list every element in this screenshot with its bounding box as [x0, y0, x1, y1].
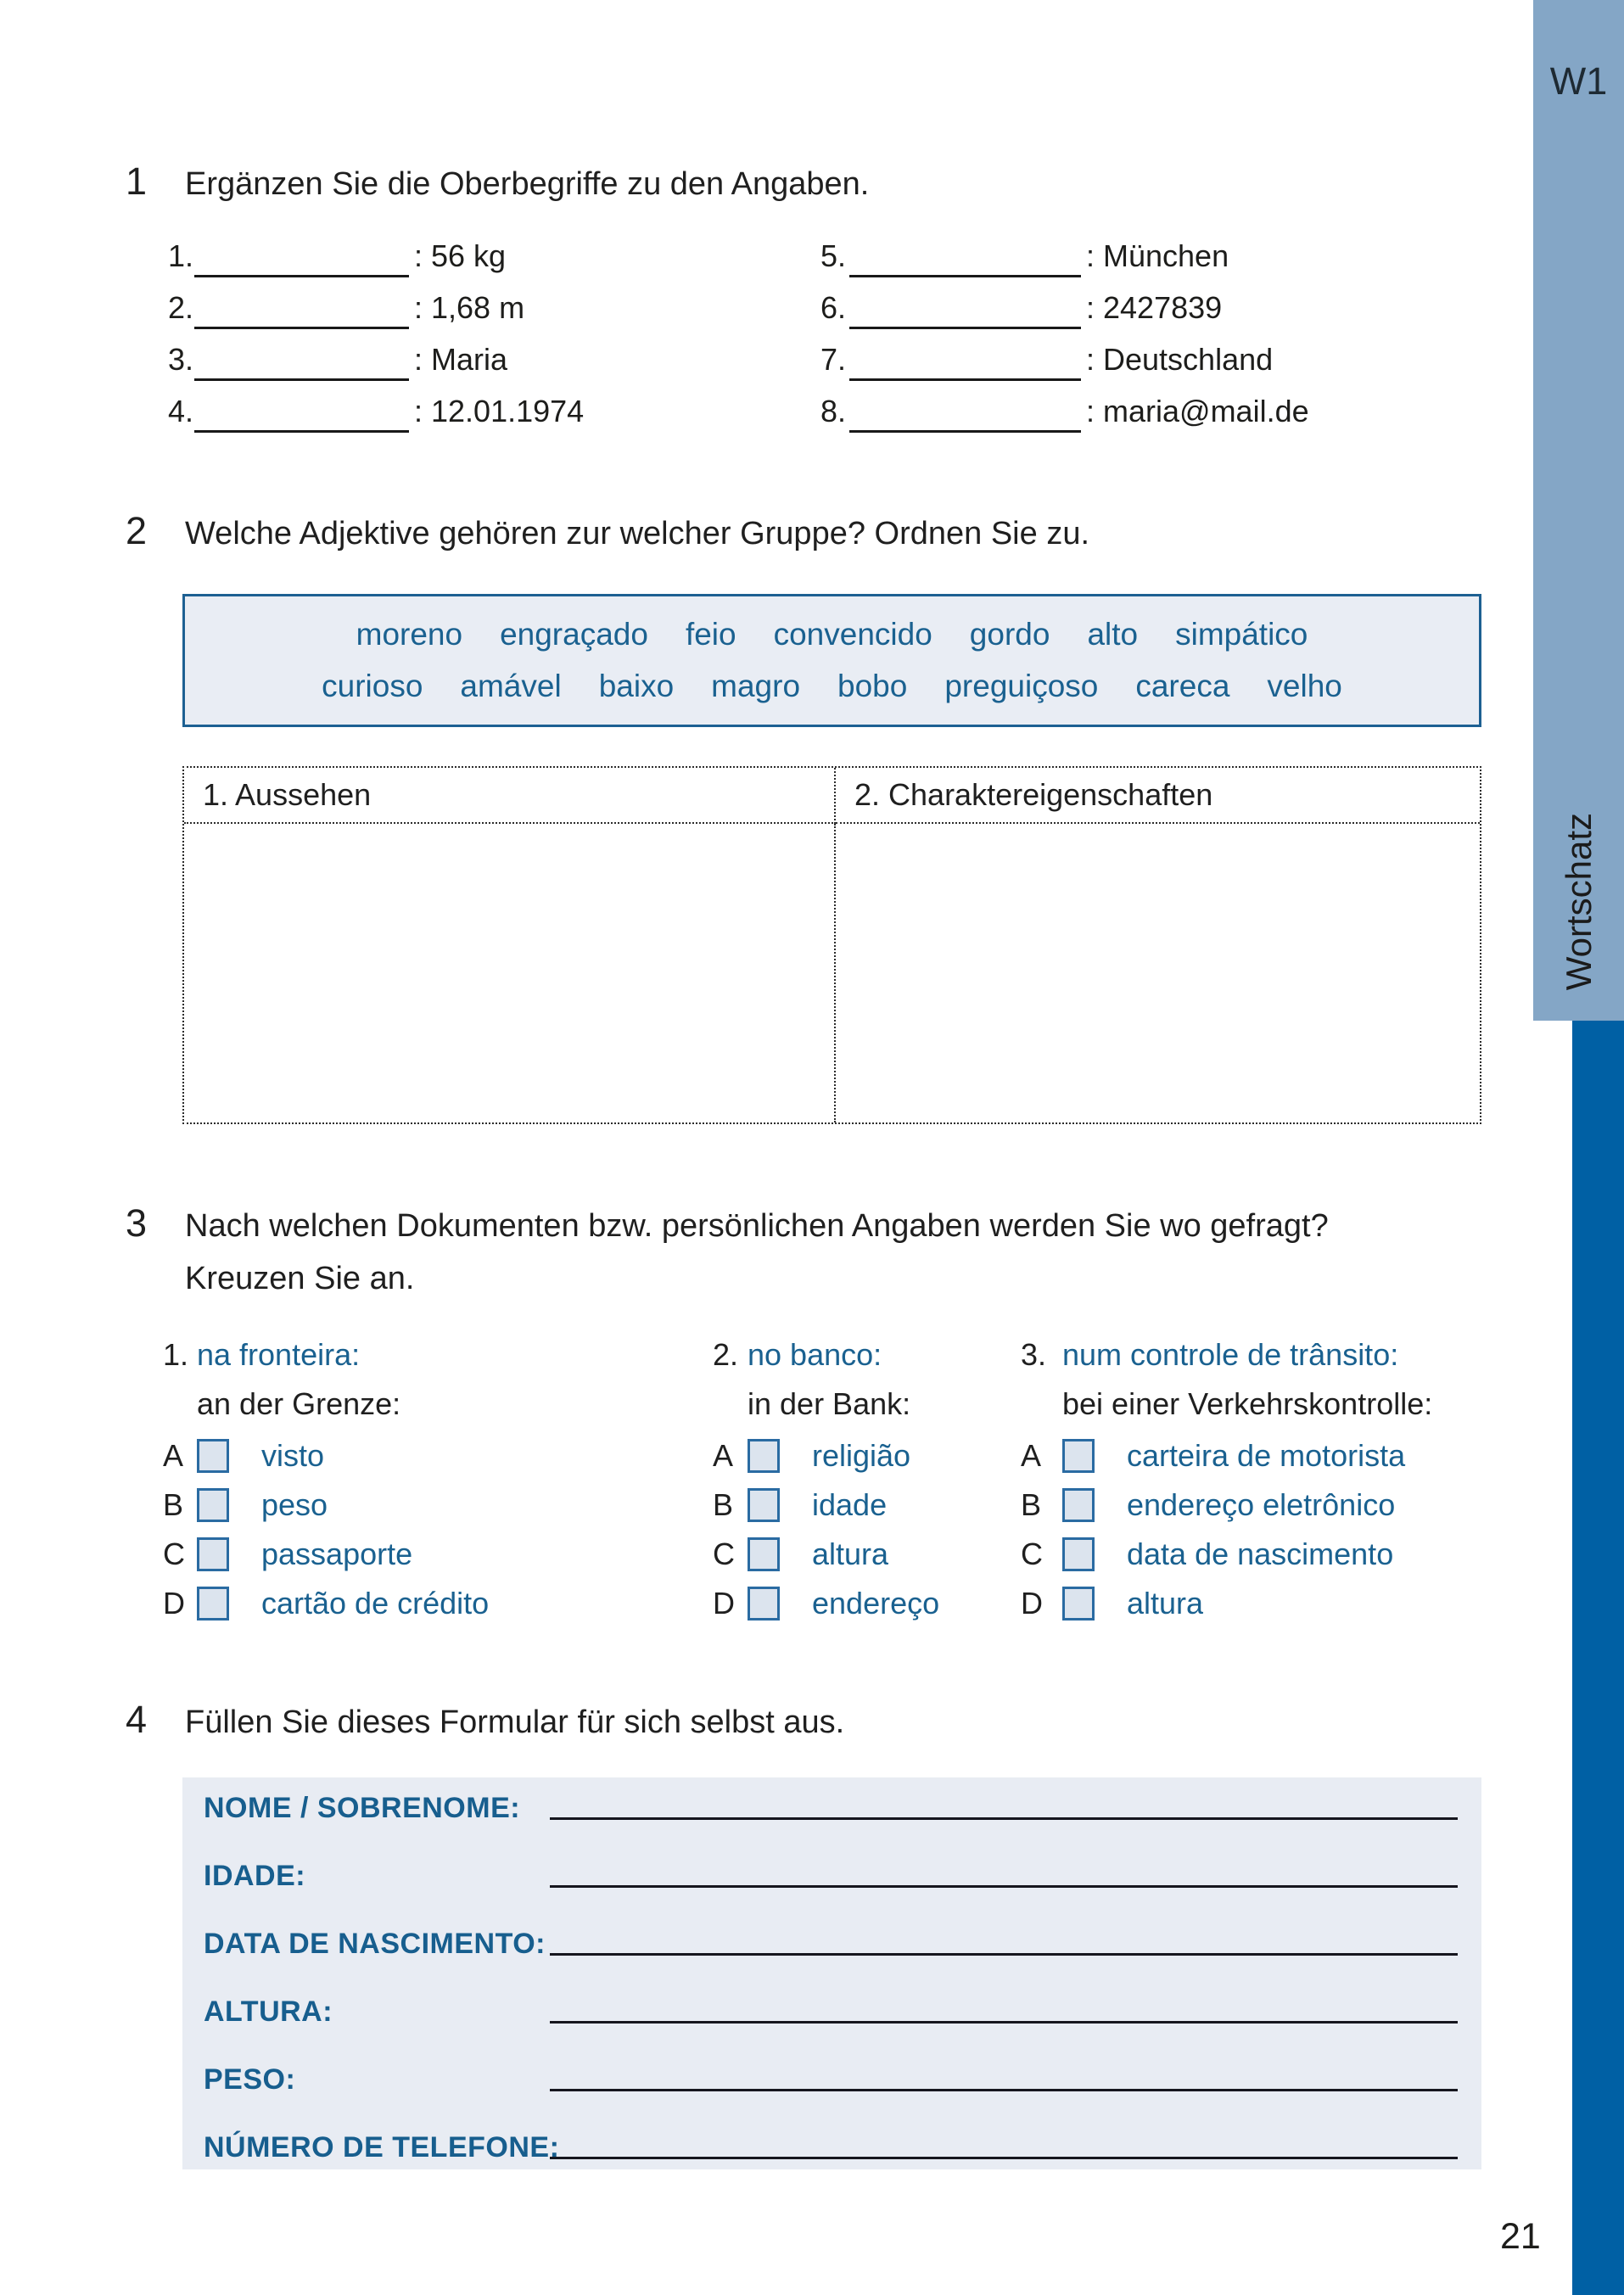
adjective-word: moreno — [356, 617, 463, 652]
form-field-label: NOME / SOBRENOME: — [204, 1792, 521, 1824]
option-list — [1021, 1431, 1432, 1628]
adjective-word: convencido — [773, 617, 932, 652]
adjective-word: baixo — [598, 669, 675, 703]
option-label: endereço — [812, 1586, 940, 1620]
group-title-pt: na fronteira: — [197, 1337, 361, 1372]
exercise1-number: 1 — [126, 160, 148, 203]
section-vertical-label: Wortschatz — [1558, 812, 1599, 990]
adjective-word: velho — [1267, 669, 1342, 703]
exercise3-number: 3 — [126, 1201, 148, 1245]
option-row — [1021, 1431, 1432, 1481]
blank-line[interactable] — [194, 230, 409, 277]
adjective-word-box — [182, 594, 1481, 727]
table-header-aussehen: 1. Aussehen — [184, 768, 836, 824]
item-number: 6. — [820, 290, 847, 325]
option-label: altura — [1127, 1586, 1204, 1620]
group-title-de: bei einer Verkehrskontrolle: — [1062, 1386, 1433, 1421]
checkbox[interactable] — [1062, 1439, 1095, 1473]
group-controle-de-transito — [1021, 1336, 1432, 1628]
exercise4-header — [126, 1699, 844, 1743]
exercise1-header — [126, 161, 869, 204]
option-row — [713, 1579, 939, 1628]
form-input-line[interactable] — [550, 1885, 1458, 1888]
adjective-word: bobo — [837, 669, 908, 703]
blank-line[interactable] — [194, 385, 409, 433]
option-label: visto — [261, 1438, 325, 1473]
group-title-de: in der Bank: — [748, 1386, 911, 1421]
checkbox[interactable] — [748, 1587, 780, 1620]
exercise2-header — [126, 511, 1089, 554]
item-number: 4. — [168, 394, 194, 428]
exercise1-items-left — [168, 226, 584, 433]
fill-in-row — [168, 381, 584, 433]
item-number: 2. — [168, 290, 194, 325]
blank-line[interactable] — [849, 385, 1081, 433]
group-title-pt: no banco: — [748, 1337, 882, 1372]
checkbox[interactable] — [748, 1439, 780, 1473]
option-row — [1021, 1481, 1432, 1530]
form-field-label: DATA DE NASCIMENTO: — [204, 1928, 546, 1960]
chapter-tab — [1533, 0, 1624, 1021]
option-row — [713, 1481, 939, 1530]
exercise3-title-line2: Kreuzen Sie an. — [185, 1261, 415, 1296]
indent-spacer — [713, 1385, 748, 1423]
option-letter: D — [1021, 1586, 1043, 1620]
form-row — [182, 2117, 1481, 2169]
exercise4-title: Füllen Sie dieses Formular für sich selbst aus. — [185, 1704, 845, 1740]
option-label: religião — [812, 1438, 911, 1473]
option-row — [163, 1530, 489, 1579]
option-row — [163, 1481, 489, 1530]
fill-in-row — [820, 226, 1309, 277]
adjective-word: alto — [1087, 617, 1139, 652]
form-row — [182, 2049, 1481, 2117]
option-letter: C — [1021, 1537, 1043, 1571]
option-row — [713, 1431, 939, 1481]
item-number: 8. — [820, 394, 847, 428]
form-row — [182, 1913, 1481, 1981]
option-label: peso — [261, 1487, 328, 1522]
item-value: : 12.01.1974 — [414, 394, 585, 428]
adjective-word: preguiçoso — [944, 669, 1099, 703]
option-letter: C — [163, 1537, 185, 1571]
blank-line[interactable] — [194, 282, 409, 329]
exercise3-groups — [0, 1336, 1578, 1625]
option-label: cartão de crédito — [261, 1586, 490, 1620]
group-subtitle-de — [1021, 1385, 1432, 1423]
form-field-label: PESO: — [204, 2063, 296, 2096]
option-row — [163, 1579, 489, 1628]
page-number: 21 — [1500, 2216, 1541, 2257]
word-box-line2 — [185, 669, 1479, 703]
fill-in-row — [168, 277, 584, 329]
option-row — [1021, 1530, 1432, 1579]
form-row — [182, 1845, 1481, 1913]
option-label: endereço eletrônico — [1127, 1487, 1396, 1522]
option-label: altura — [812, 1537, 889, 1571]
table-body-aussehen[interactable] — [184, 824, 836, 1122]
checkbox[interactable] — [197, 1587, 229, 1620]
item-value: : 56 kg — [414, 238, 507, 273]
item-value: : maria@mail.de — [1086, 394, 1309, 428]
adjective-word: engraçado — [500, 617, 648, 652]
form-input-line[interactable] — [550, 2089, 1458, 2091]
checkbox[interactable] — [748, 1537, 780, 1571]
form-field-label: ALTURA: — [204, 1996, 333, 2028]
exercise4-number: 4 — [126, 1698, 148, 1741]
option-row — [1021, 1579, 1432, 1628]
adjective-word: careca — [1135, 669, 1230, 703]
group-subtitle-de — [163, 1385, 489, 1423]
word-box-line1 — [185, 618, 1479, 652]
option-row — [713, 1530, 939, 1579]
option-letter: A — [1021, 1438, 1042, 1473]
indent-spacer — [163, 1385, 197, 1423]
fill-in-row — [820, 329, 1309, 381]
checkbox[interactable] — [1062, 1587, 1095, 1620]
exercise3-title — [185, 1203, 1329, 1299]
item-number: 1. — [168, 238, 194, 273]
item-value: : München — [1086, 238, 1229, 273]
option-label: passaporte — [261, 1537, 413, 1571]
exercise3-title-line1: Nach welchen Dokumenten bzw. persönlichen Angaben werden Sie wo gefragt? — [185, 1208, 1329, 1244]
option-letter: B — [163, 1487, 184, 1522]
option-letter: A — [713, 1438, 734, 1473]
option-label: data de nascimento — [1127, 1537, 1394, 1571]
group-title-pt: num controle de trânsito: — [1062, 1337, 1399, 1372]
option-label: idade — [812, 1487, 888, 1522]
option-letter: A — [163, 1438, 184, 1473]
fill-in-row — [820, 381, 1309, 433]
blank-line[interactable] — [849, 333, 1081, 381]
adjective-word: simpático — [1175, 617, 1308, 652]
exercise2-title: Welche Adjektive gehören zur welcher Gruppe? Ordnen Sie zu. — [185, 516, 1090, 551]
group-title-de: an der Grenze: — [197, 1386, 401, 1421]
item-value: : Maria — [414, 342, 508, 377]
option-letter: D — [713, 1586, 735, 1620]
adjective-word: amável — [460, 669, 562, 703]
checkbox[interactable] — [197, 1439, 229, 1473]
item-value: : Deutschland — [1086, 342, 1274, 377]
item-value: : 1,68 m — [414, 290, 525, 325]
group-number: 2. — [713, 1337, 739, 1372]
adjective-word: curioso — [322, 669, 423, 703]
group-no-banco — [713, 1336, 939, 1628]
adjective-word: magro — [711, 669, 801, 703]
form-input-line[interactable] — [550, 2021, 1458, 2024]
option-letter: B — [1021, 1487, 1042, 1522]
group-number: 1. — [163, 1337, 189, 1372]
group-na-fronteira — [163, 1336, 489, 1628]
exercise1-title: Ergänzen Sie die Oberbegriffe zu den Angaben. — [185, 166, 870, 202]
form-input-line[interactable] — [550, 1817, 1458, 1820]
exercise1-items-right — [820, 226, 1309, 433]
option-row — [163, 1431, 489, 1481]
adjective-word: feio — [685, 617, 736, 652]
checkbox[interactable] — [197, 1537, 229, 1571]
item-number: 5. — [820, 238, 847, 273]
fill-in-row — [168, 226, 584, 277]
form-input-line[interactable] — [550, 1953, 1458, 1956]
form-row — [182, 1981, 1481, 2049]
option-list — [163, 1431, 489, 1628]
blank-line[interactable] — [849, 282, 1081, 329]
group-heading — [163, 1336, 489, 1374]
sorting-table — [182, 766, 1481, 1124]
item-number: 7. — [820, 342, 847, 377]
chapter-tab-label: W1 — [1549, 59, 1608, 103]
group-number: 3. — [1021, 1337, 1047, 1372]
checkbox[interactable] — [197, 1488, 229, 1522]
blank-line[interactable] — [849, 230, 1081, 277]
blank-line[interactable] — [194, 333, 409, 381]
form-input-line[interactable] — [550, 2157, 1458, 2159]
fill-in-row — [168, 329, 584, 381]
option-label: carteira de motorista — [1127, 1438, 1406, 1473]
exercise2-number: 2 — [126, 509, 148, 552]
indent-spacer — [1021, 1385, 1062, 1423]
table-header-charaktereigenschaften: 2. Charaktereigenschaften — [836, 768, 1480, 824]
exercise3-header — [126, 1203, 1329, 1299]
group-heading — [1021, 1336, 1432, 1374]
option-letter: C — [713, 1537, 735, 1571]
checkbox[interactable] — [1062, 1488, 1095, 1522]
checkbox[interactable] — [748, 1488, 780, 1522]
form-row — [182, 1777, 1481, 1845]
option-letter: D — [163, 1586, 185, 1620]
page-edge-strip — [1572, 1021, 1624, 2295]
option-letter: B — [713, 1487, 734, 1522]
fill-in-row — [820, 277, 1309, 329]
option-list — [713, 1431, 939, 1628]
adjective-word: gordo — [969, 617, 1050, 652]
item-number: 3. — [168, 342, 194, 377]
group-subtitle-de — [713, 1385, 939, 1423]
personal-data-form — [182, 1777, 1481, 2169]
form-field-label: NÚMERO DE TELEFONE: — [204, 2131, 560, 2163]
group-heading — [713, 1336, 939, 1374]
item-value: : 2427839 — [1086, 290, 1223, 325]
table-body-charaktereigenschaften[interactable] — [836, 824, 1480, 1122]
checkbox[interactable] — [1062, 1537, 1095, 1571]
form-field-label: IDADE: — [204, 1860, 306, 1892]
